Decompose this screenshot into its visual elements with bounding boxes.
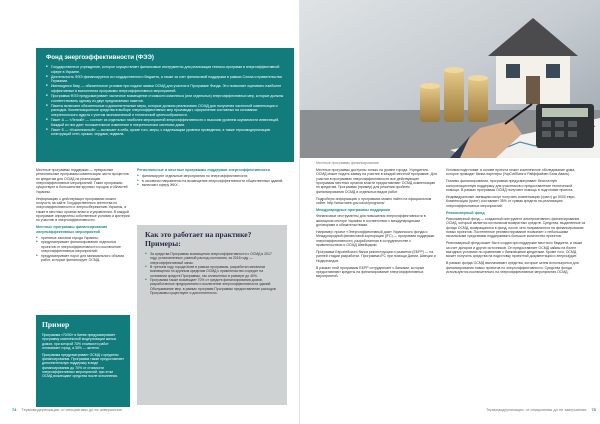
list-item: ■ в основном направлены на возмещение энергоэффективности общественных зданий; xyxy=(137,179,287,183)
ebrd-banks-text: В рамках этой программы ЕБРР сотрудничает с банками, которые предоставляют кредиты на финансирование энергоэффективных мероприятий. xyxy=(316,265,425,279)
grant-text: Индивидуальные заемщики могут получить компенсацию (грант) до 5000 евро. Компенсация (грант) составляет 35% от суммы кредита на реализацию энергоэффективных мероприятий. xyxy=(446,194,576,208)
local-programs-subheading: Местные программы финансирования энергоэффективных мероприятий xyxy=(36,225,108,234)
example-text-1: Программа «70/30» в Киеве предусматривает программу комплексной модернизации жилых домов, при которой 70% стоимости работ оплачивает город, а 30% — жители. xyxy=(42,333,117,350)
fee-box-item: ■ Имеющуюся базу — обязательное условие при подаче заявки ОСМД для участия в Программе Фонда. Это позволяет оценивать наиболее эффективные в выполнении программы энергоэффективных мероприятий. xyxy=(46,84,284,93)
revolving-fund-reinvest-text: В рамках фонда ОСМД выплачивают средства, которые затем используются для финансирования новых проектов по энергоэффективности. Средства фонда используются исключительно на энергоэффективные мероприятия ОСМД. xyxy=(446,261,579,274)
list-item: ■ Программа также возмещает 70% от средств финансирования домов, разработанные предприятием и исключение энергоэффективности зданий. Обслуживание мер, в рамках программ Программы предоставление расходов Программы существуют и дополнительно. xyxy=(145,278,279,295)
list-item: ■ предусматривает порог для минимального объема работ, которые финансирует ОСМД. xyxy=(36,254,130,263)
left-footer xyxy=(12,407,122,412)
fee-box-title: Фонд энергоэффективности (ФЭЭ) xyxy=(46,54,154,61)
calculator xyxy=(536,104,594,148)
local-programs-intro: Местные программы поддержки — прекрасные региональные программы компенсации части процентов по кредитам для ОСМД на реализацию энергоэффективных мероприятий. Такие программы существуют в большинстве крупных городов и областей Украины. xyxy=(36,168,129,194)
regional-programs-subheading: Региональные и местные программы поддержки энергоэффективности xyxy=(137,168,270,172)
list-item: ■ предусматривает финансирование отдельных проектов от энергоэффективности и исключение энергоэффективных мероприятий; xyxy=(36,240,130,253)
fee-box-item: ■ Пакет А — «Легкий» — состоит из отдельных наиболее мероприятий энергоэффективности с высоким уровнем окупаемости инвестиций. Каждый из них дает положительное изменение в энергетических системах дома. xyxy=(46,118,284,127)
fee-box-item: ■ Программа ФЭЭ предусматривает частичное возмещение стоимости комплекса (или отдельных) энергоэффективных мер, которые должны соответствовать одному из двух предлагаемых пакетов. xyxy=(46,94,284,103)
example-box xyxy=(36,315,130,407)
international-programs-subheading: Международные программы поддержки xyxy=(316,207,390,212)
fee-box-item: ■ Деятельность ФЭЭ финансируется из государственного бюджета, а также за счет финансовой поддержки в рамках Союза и правительства Германии. xyxy=(46,75,284,84)
list-item: ■ включают сферу ЖКХ. xyxy=(137,183,287,187)
list-item: ■ В третьем году города Киев в рамках программы, разработан механизм возмещения по крупным кредитам ОСМД с правительство и кредит на основании средств Программы, так оплаченных в размере до 40%. xyxy=(145,265,279,278)
conditions-text: Условия подготовки: в основе проекта лежит комплексное обследование дома, которое проводят банки-партнеры (УкрСиббанк и Райффайзен Банк Аваль). xyxy=(446,168,576,177)
programs-info-link: Подробную информацию о программах можно найти на официальном сайте: http://www.saee.gov.ua/uk/programs/ xyxy=(316,196,432,205)
right-footer xyxy=(486,407,596,412)
photo-illustration xyxy=(300,0,600,158)
revolving-fund-subheading: Револьверный фонд xyxy=(446,210,485,215)
fee-info-box xyxy=(36,48,294,162)
revolving-fund-text: Револьверный фонд — созданный инструмент альтернативного финансирования ОСМД, который является источником возвратных средств. Средства, выделенные из фонда ОСМД, возвращаются в фонд, после чего направляются на финансирование новых проектов. Постепенное реинвестирование позволяет с небольшими начальными средствами поддерживать большое количество проектов. xyxy=(446,216,586,239)
local-programs-info: Информацию о действующих программах можно получить на сайте Государственного агентства по энергоэффективности и энергосбережению Украины, а также в местных органах власти и управления. В каждой программе определены собственные условия и критерии по участию в энергоэффективности. xyxy=(36,196,130,223)
list-item: ■ принятые законом города Украины; xyxy=(36,236,130,240)
right-column-2 xyxy=(446,168,586,277)
regional-programs-list xyxy=(137,174,287,187)
how-it-works-list xyxy=(145,252,279,295)
list-item: ■ За средства Программы возмещения энергоэффективности с ОСМД в 2017 году, установленных, равный расход состоянию, за 2018 году — энергоэффективный запас. xyxy=(145,252,279,265)
footer-title: Термомодернизация: от инициативы до ее завершения xyxy=(486,407,587,412)
left-column-2 xyxy=(137,168,287,190)
photo-caption: Местные программы финансирования xyxy=(316,161,379,165)
house-coins-photo xyxy=(300,0,600,158)
how-it-works-box xyxy=(137,225,287,405)
ebrd-program-text: Программа Европейского банка реконструкции и развития (ЕБРР) — на ранней стадии разработки. Программа IFC при помощи Дании, Швеции и Нидерландов. xyxy=(316,249,436,263)
right-column-1 xyxy=(316,168,438,281)
example-title: Пример xyxy=(42,320,70,329)
consulting-text: Помимо финансирования, программа предусматривает бесплатную консультационную поддержку для участников и предоставление технической помощи. В рамках программы ОСМД получают помощь в подготовке проекта. xyxy=(446,179,574,192)
example-text-2: Программа предусматривает ОСМД с кредитом финансирования. Программа также предоставляет дополнительную поддержку в виде финансирования до 70% от стоимости энергоэффективных мероприятий, при этом ОСМД возмещают средства после исполнения. xyxy=(42,352,124,379)
page-number: 74 xyxy=(12,407,17,412)
fee-box-item: ■ Пакет Б — «Комплексный» — включает в себя, кроме того, меры, с надлежащим уровнем проведения, а также термомодернизацию конструкций стен, крыши, чердака, подвала. xyxy=(46,128,284,137)
local-programs-list xyxy=(36,236,130,262)
left-column-1 xyxy=(36,168,130,265)
footer-title: Термомодернизация: от инициативы до ее завершения xyxy=(21,407,122,412)
international-programs-text: Финансовые инструменты для повышения энергоэффективности в жилищном секторе Украины в соответствии с международными договорами и обязательствами. xyxy=(316,214,426,228)
list-item: ■ финансируют отдельные мероприятия по энергоэффективности; xyxy=(137,174,287,178)
fee-box-item: ■ Пакеты включают обязательные и дополнительные меры, которые должны реализовать ОСМД для получения частичной компенсации и расходов. Компенсационные средства в выборе энергоэффективных мер производят, оформление составных на основании энергетического аудита с учетом экономической и технической целесообразности. xyxy=(46,104,284,118)
ifc-example-text: Например: проект «Энергоэффективный дом» Украинского фонда и Международной финансовой корпорации (IFC) — программа поддержки энергоэффективности, разработанная в сотрудничестве с правительством и ОСМД Швейцарии. xyxy=(316,229,435,247)
fee-box-item: ■ Государственное учреждение, которое осуществляет финансовые инструменты для реализации технико-программ в энергоэффективной сфере в Украине. xyxy=(46,65,284,74)
fee-box-list xyxy=(46,65,284,137)
page-number: 75 xyxy=(591,407,596,412)
revolving-fund-support-text: Револьверный фонд может быть создан при поддержке местного бюджета, а также за счет доноров и других источников. Он предоставляет ОСМД займы на более выгодных условиях по сравнению с банковскими кредитами. Кроме того, ОСМД может получить средства на подготовку проектной документации и энергоаудит. xyxy=(446,241,583,259)
local-programs-text: Местные программы доступны только на уровне города. Учредитель ОСМД может подать заявку на участие в каждой местной программе. Для участия в программах энергоэффективности все действующие программы местных органов власти предоставляют ОСМД компенсацию по кредитам. Программы (пример) для решения проблем финансирования ОСМД и отдельных видов работ. xyxy=(316,168,437,194)
how-it-works-title: Как это работает на практике? Примеры: xyxy=(145,230,252,248)
